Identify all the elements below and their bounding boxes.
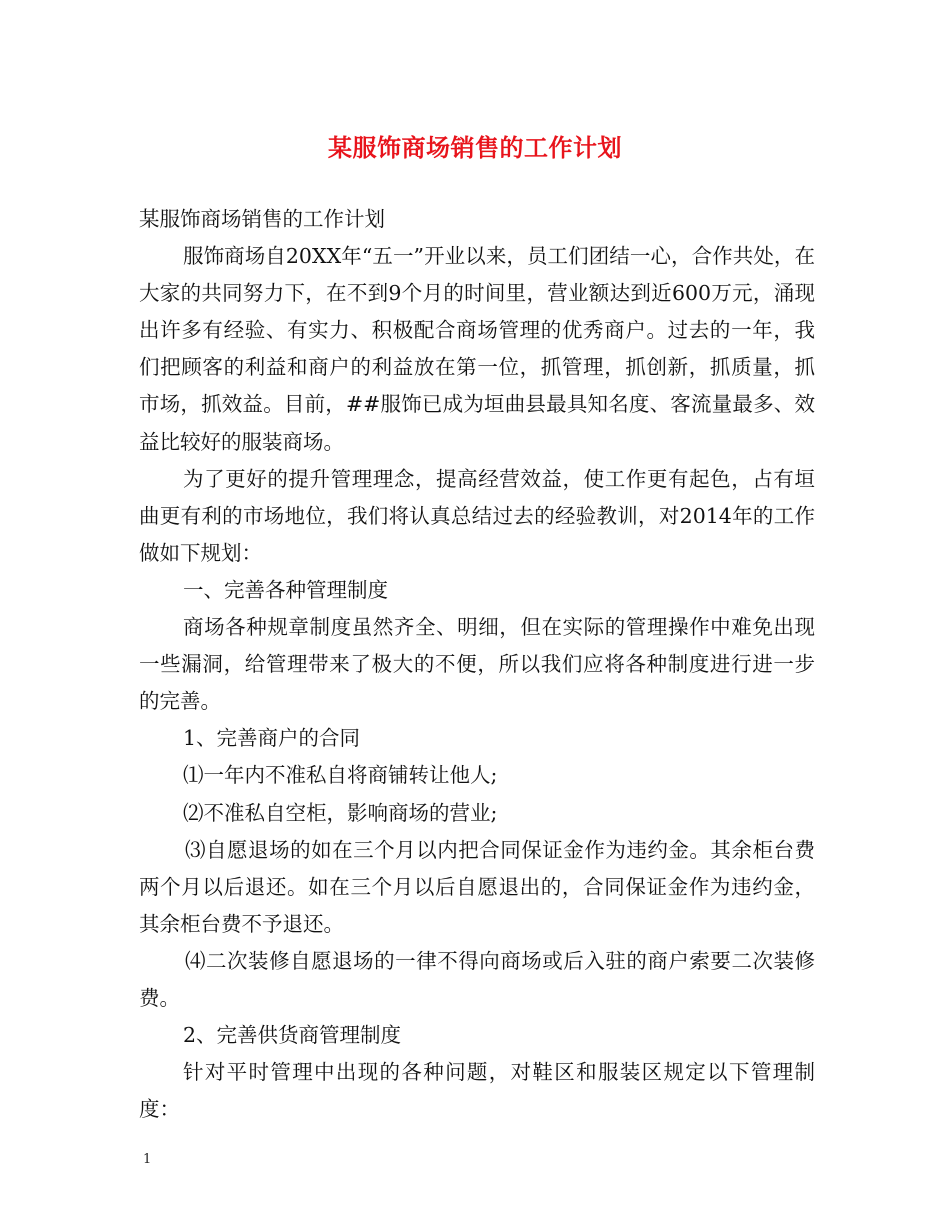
list-item-1: ⑴一年内不准私自将商铺转让他人; — [183, 763, 498, 788]
subsection-heading-1: 1、完善商户的合同 — [183, 726, 361, 751]
subsection-heading-2: 2、完善供货商管理制度 — [183, 1023, 402, 1048]
paragraph-plan: 为了更好的提升管理理念，提高经营效益，使工作更有起色，占有垣曲更有利的市场地位，我们将认真总结过去的经验教训，对2014年的工作做如下规划： — [139, 466, 815, 565]
paragraph-intro: 服饰商场自20XX年“五一”开业以来，员工们团结一心，合作共处，在大家的共同努力下，在不到9个月的时间里，营业额达到近600万元，涌现出许多有经验、有实力、积极配合商场管理的优秀商户。过去的一年，我们把顾客的利益和商户的利益放在第一位，抓管理，抓创新，抓质量，抓市场，抓效益。目前，##服饰已成为垣曲县最具知名度、客流量最多、效益比较好的服装商场。 — [139, 244, 815, 454]
list-item-3: ⑶自愿退场的如在三个月以内把合同保证金作为违约金。其余柜台费两个月以后退还。如在三个月以后自愿退出的，合同保证金作为违约金，其余柜台费不予退还。 — [139, 837, 815, 936]
paragraph-heading: 某服饰商场销售的工作计划 — [139, 207, 385, 231]
list-item-4: ⑷二次装修自愿退场的一律不得向商场或后入驻的商户索要二次装修费。 — [139, 948, 815, 1010]
document-title: 某服饰商场销售的工作计划 — [328, 133, 622, 162]
document-body — [139, 201, 815, 1128]
section-heading-1: 一、完善各种管理制度 — [183, 577, 388, 602]
list-item-2: ⑵不准私自空柜，影响商场的营业; — [183, 800, 498, 825]
page-number: 1 — [143, 1152, 152, 1167]
paragraph-supplier: 针对平时管理中出现的各种问题，对鞋区和服装区规定以下管理制度： — [139, 1060, 815, 1122]
paragraph-section-1: 商场各种规章制度虽然齐全、明细，但在实际的管理操作中难免出现一些漏洞，给管理带来了极大的不便，所以我们应将各种制度进行进一步的完善。 — [139, 615, 815, 714]
